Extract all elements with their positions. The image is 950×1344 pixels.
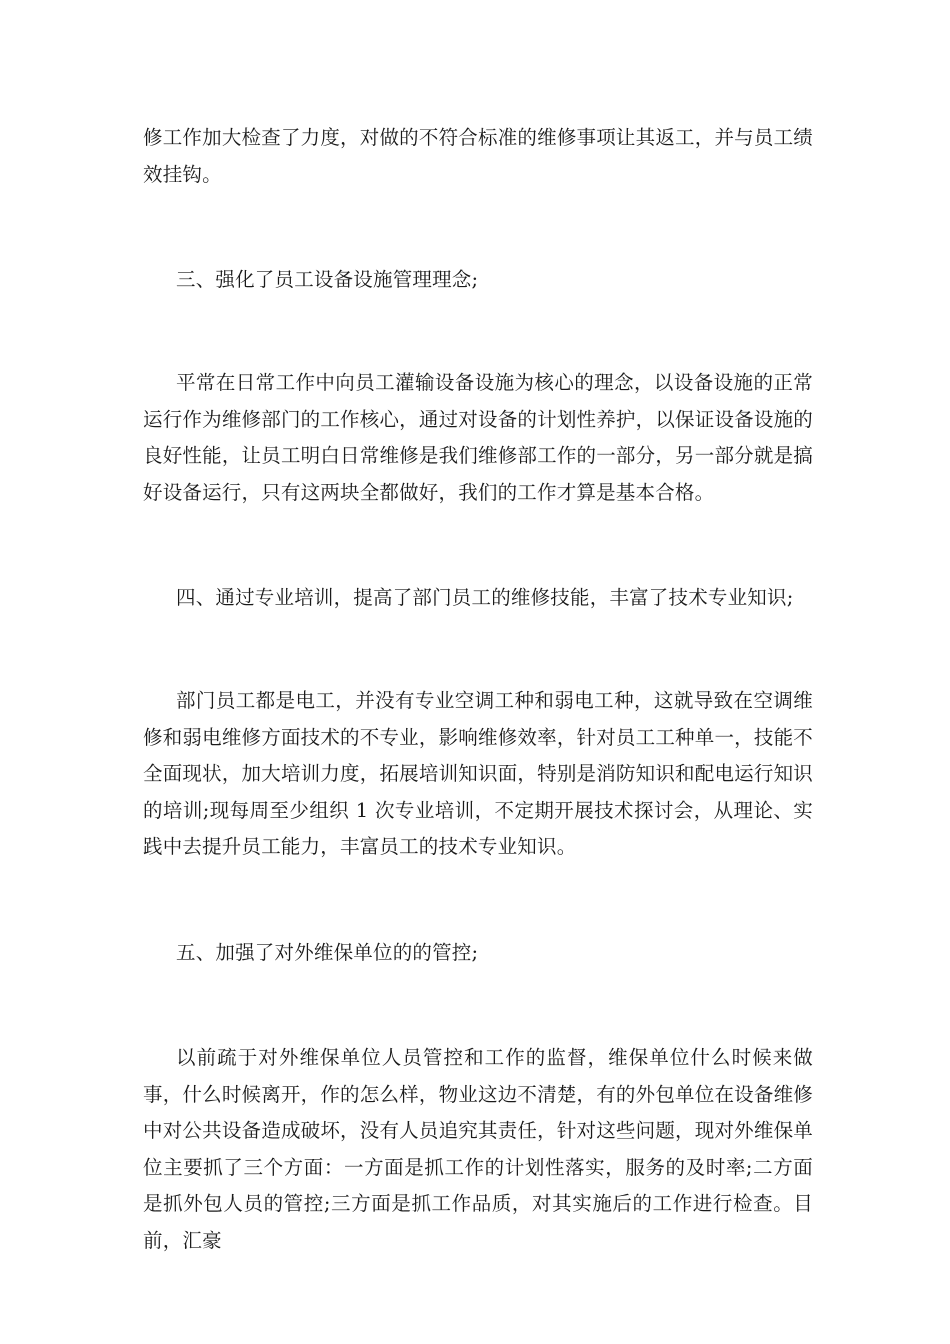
section-heading-3: 三、强化了员工设备设施管理理念; [176, 268, 479, 291]
paragraph-section-5: 以前疏于对外维保单位人员管控和工作的监督，维保单位什么时候来做事，什么时候离开，作的怎么样，物业这边不清楚，有的外包单位在设备维修中对公共设备造成破坏，没有人员追究其责任，针对这些问题，现对外维保单位主要抓了三个方面：一方面是抓工作的计划性落实，服务的及时率;二方面是抓外包人员的管控;三方面是抓工作品质，对其实施后的工作进行检查。目前，汇豪 [143, 1046, 813, 1252]
section-heading-4: 四、通过专业培训，提高了部门员工的维修技能，丰富了技术专业知识; [176, 586, 794, 609]
paragraph-section-4: 部门员工都是电工，并没有专业空调工种和弱电工种，这就导致在空调维修和弱电维修方面技术的不专业，影响维修效率，针对员工工种单一，技能不全面现状，加大培训力度，拓展培训知识面，特别是消防知识和配电运行知识的培训;现每周至少组织 1 次专业培训，不定期开展技术探讨会，从理论、实践中去提升员工能力，丰富员工的技术专业知识。 [143, 689, 813, 858]
paragraph-section-3: 平常在日常工作中向员工灌输设备设施为核心的理念，以设备设施的正常运行作为维修部门的工作核心，通过对设备的计划性养护，以保证设备设施的良好性能，让员工明白日常维修是我们维修部工作的一部分，另一部分就是搞好设备运行，只有这两块全都做好，我们的工作才算是基本合格。 [143, 371, 813, 504]
section-heading-5: 五、加强了对外维保单位的的管控; [176, 941, 479, 964]
paragraph-continued: 修工作加大检查了力度，对做的不符合标准的维修事项让其返工，并与员工绩效挂钩。 [143, 126, 813, 186]
